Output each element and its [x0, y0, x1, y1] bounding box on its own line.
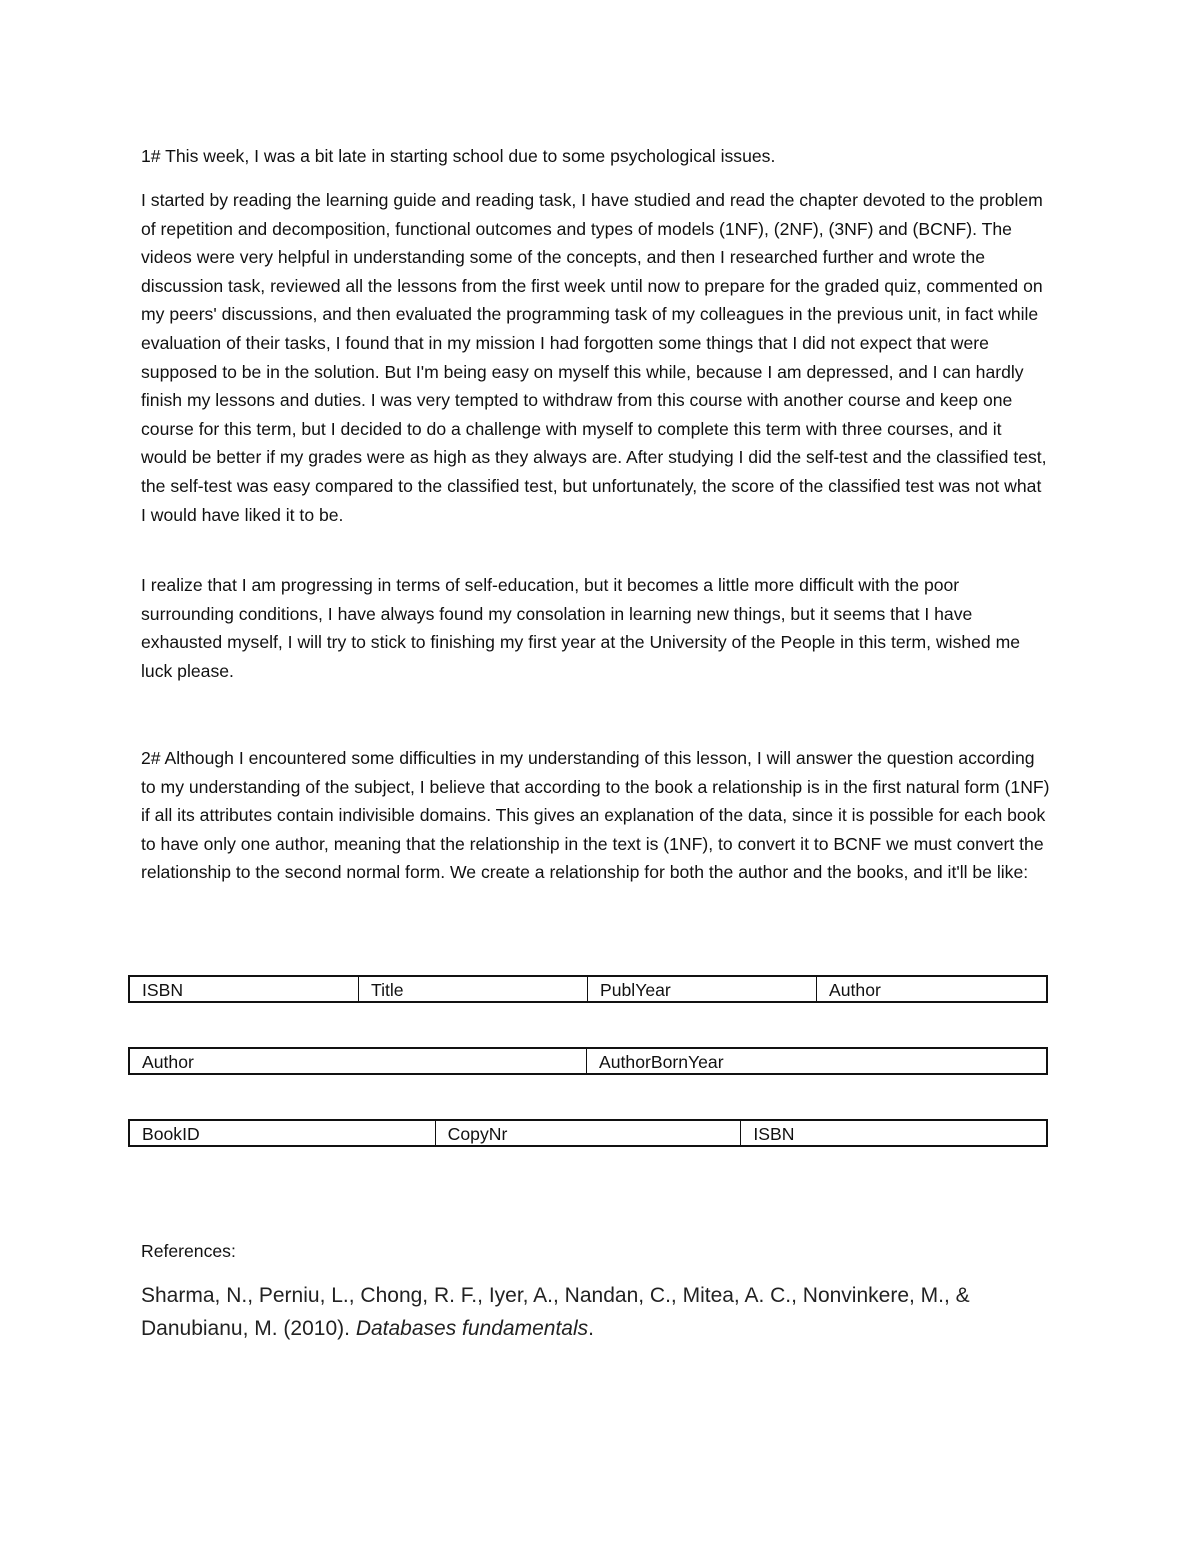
books-relation-table [128, 975, 1048, 1003]
table-cell: PublYear [588, 977, 817, 1001]
table-cell: BookID [130, 1121, 436, 1145]
paragraph-self-reflection: I realize that I am progressing in terms of self-education, but it becomes a little more difficult with the poor surrounding conditions, I have always found my consolation in learning new things, but it seems that I have exhausted myself, I will try to stick to finishing my first year at the University of the People in this term, wished me luck please. [141, 575, 1021, 681]
authors-relation-table [128, 1047, 1048, 1075]
table-cell: Title [359, 977, 588, 1001]
references-heading: References: [141, 1241, 236, 1261]
table-cell: Author [130, 1049, 587, 1073]
table-cell: CopyNr [436, 1121, 742, 1145]
copies-relation-table [128, 1119, 1048, 1147]
reference-title: Databases fundamentals [355, 1317, 589, 1340]
reference-entry [141, 1279, 1041, 1345]
table-cell: ISBN [130, 977, 359, 1001]
paragraph-week-intro: 1# This week, I was a bit late in starting school due to some psychological issues. [141, 146, 776, 166]
reference-end: . [588, 1317, 594, 1340]
paragraph-normalization-answer: 2# Although I encountered some difficulties in my understanding of this lesson, I will answer the question according to my understanding of the subject, I believe that according to the book a relationship is in the first natural form (1NF) if all its attributes contain indivisible domains. This gives an explanation of the data, since it is possible for each book to have only one author, meaning that the relationship in the text is (1NF), to convert it to BCNF we must convert the relationship to the second normal form. We create a relationship for both the author and the books, and it'll be like: [141, 748, 1050, 883]
table-cell: Author [829, 980, 881, 1000]
reference-authors: Sharma, N., Perniu, L., Chong, R. F., Iyer, A., Nandan, C., Mitea, A. C., Nonvinkere, M., & Danubianu, M. (2010). [141, 1284, 970, 1340]
table-cell: AuthorBornYear [599, 1052, 724, 1072]
table-cell: ISBN [753, 1124, 795, 1144]
paragraph-study-activities: I started by reading the learning guide and reading task, I have studied and read the chapter devoted to the problem of repetition and decomposition, functional outcomes and types of models (1NF), (2NF), (3NF) and (BCNF). The videos were very helpful in understanding some of the concepts, and then I researched further and wrote the discussion task, reviewed all the lessons from the first week until now to prepare for the graded quiz, commented on my peers' discussions, and then evaluated the programming task of my colleagues in the previous unit, in fact while evaluation of their tasks, I found that in my mission I had forgotten some things that I did not expect that were supposed to be in the solution. But I'm being easy on myself this while, because I am depressed, and I can hardly finish my lessons and duties. I was very tempted to withdraw from this course with another course and keep one course for this term, but I decided to do a challenge with myself to complete this term with three courses, and it would be better if my grades were as high as they always are. After studying I did the self-test and the classified test, the self-test was easy compared to the classified test, but unfortunately, the score of the classified test was not what I would have liked it to be. [141, 190, 1047, 525]
